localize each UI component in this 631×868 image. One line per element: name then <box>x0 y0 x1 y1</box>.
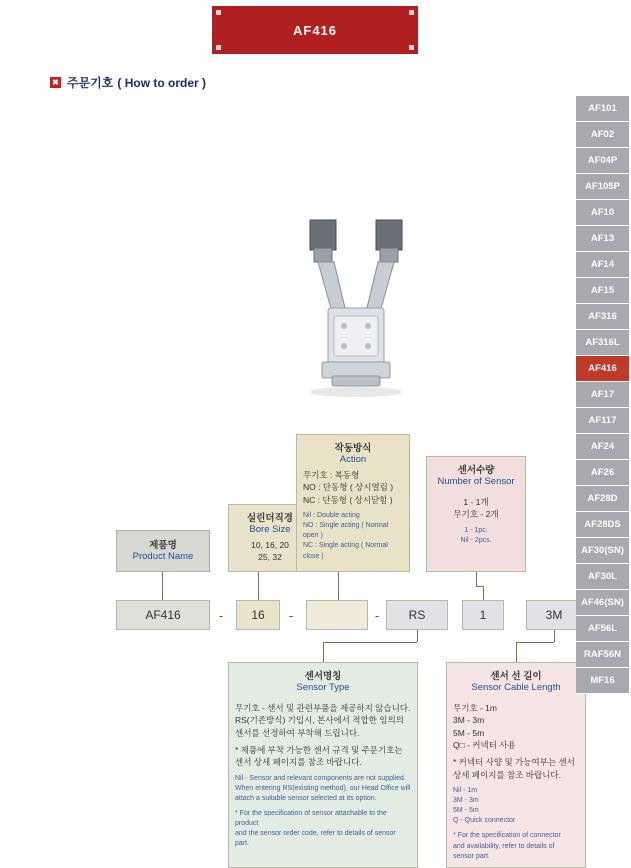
order-code-cell-product[interactable]: AF416 <box>116 600 210 630</box>
action-kr-line-3: NC : 단동형 ( 상시닫힘 ) <box>303 494 393 505</box>
box-product-name <box>116 530 210 572</box>
banner-corner-dot <box>216 10 221 15</box>
order-code-cell-sensor-type[interactable]: RS <box>386 600 448 630</box>
sidebar-item-af46-sn-[interactable] <box>576 590 629 616</box>
sidebar-item-af04p[interactable] <box>576 148 629 174</box>
cable-en-note-3: sensor part. <box>453 852 490 860</box>
sidebar-item-label: AF02 <box>590 129 615 140</box>
sidebar-item-label: AF15 <box>590 285 615 296</box>
number-of-sensor-en-line-1: 1 - 1pc. <box>464 526 488 534</box>
connector-nsensor-v2 <box>483 586 484 600</box>
page-title: AF416 <box>292 22 338 38</box>
connector-product-name <box>162 572 163 600</box>
how-to-order-panel <box>38 96 575 860</box>
order-code-cell-number-of-sensor[interactable]: 1 <box>462 600 504 630</box>
sidebar-item-label: AF17 <box>590 389 615 400</box>
sidebar-item-label: AF26 <box>590 467 615 478</box>
connector-nsensor-h <box>476 586 483 587</box>
cable-title-kr: 센서 선 길이 <box>490 671 542 682</box>
sidebar-item-label: AF30L <box>587 571 618 582</box>
sensor-type-en-line-3: attach a suitable sensor selected at its option. <box>235 794 377 802</box>
connector-sensortype-v2 <box>323 642 324 662</box>
connector-bore-size <box>258 572 259 600</box>
sidebar-item-label: AF316 <box>588 311 617 322</box>
sidebar-item-af28ds[interactable] <box>576 512 629 538</box>
sidebar-item-af117[interactable] <box>576 408 629 434</box>
sidebar-item-label: AF117 <box>588 415 617 426</box>
sidebar-item-label: AF24 <box>590 441 615 452</box>
sidebar-item-label: AF04P <box>587 155 618 166</box>
sidebar-item-raf56n[interactable] <box>576 642 629 668</box>
sensor-type-kr-note-1: * 제품에 부착 가능한 센서 규격 및 주문기호는 <box>235 744 403 755</box>
sensor-type-kr-line-3: 센서를 선정하여 부착해 드립니다. <box>235 727 360 738</box>
order-code-cell-bore[interactable]: 16 <box>236 600 280 630</box>
section-title-en: ( How to order ) <box>117 75 207 90</box>
connector-action-v1 <box>338 572 339 586</box>
sidebar-item-af30l[interactable] <box>576 564 629 590</box>
order-code-separator-3: - <box>374 608 380 623</box>
number-of-sensor-title-en: Number of Sensor <box>437 476 515 487</box>
cable-kr-note-1: * 커넥터 사양 및 가능여부는 센서 <box>453 757 575 768</box>
sidebar-item-af24[interactable] <box>576 434 629 460</box>
sidebar-item-af14[interactable] <box>576 252 629 278</box>
section-marker-icon: ✖ <box>50 77 61 88</box>
sidebar-item-label: AF105P <box>585 181 620 192</box>
connector-cable-h <box>516 642 554 643</box>
order-code-separator-2: - <box>288 608 294 623</box>
sidebar-item-label: AF416 <box>588 363 617 374</box>
connector-nsensor-v1 <box>476 572 477 586</box>
cable-kr-line-1: 무기호 - 1m <box>453 703 497 713</box>
sidebar-item-af416[interactable] <box>576 356 629 382</box>
order-code-separator-1: - <box>218 608 224 623</box>
sidebar-item-af17[interactable] <box>576 382 629 408</box>
bore-size-line-2: 25, 32 <box>258 552 282 563</box>
product-name-title-en: Product Name <box>132 550 194 562</box>
action-en-line-3: NC : Single acting ( Normal close ) <box>303 542 388 560</box>
box-sensor-cable-length <box>446 662 586 868</box>
banner-corner-dot <box>216 45 221 50</box>
bore-size-title-kr: 실린더직경 <box>247 513 293 524</box>
bore-size-line-1: 10, 16, 20 <box>251 540 289 550</box>
sidebar-item-af101[interactable] <box>576 96 629 122</box>
sidebar-item-af13[interactable] <box>576 226 629 252</box>
section-header <box>50 74 206 91</box>
sidebar-item-label: AF28D <box>587 493 618 504</box>
sidebar-item-label: AF30(SN) <box>581 545 624 556</box>
sidebar-item-label: AF316L <box>585 337 620 348</box>
box-action <box>296 434 410 572</box>
sensor-type-kr-line-1: 무기호 - 센서 및 관련부품을 제공하지 않습니다. <box>235 703 411 713</box>
connector-cable-v1 <box>554 630 555 642</box>
number-of-sensor-kr-line-2: 무기호 - 2개 <box>453 509 499 520</box>
order-code-cell-action[interactable] <box>306 600 368 630</box>
sidebar-item-af56l[interactable] <box>576 616 629 642</box>
sensor-type-en-note-2: and the sensor order code, refer to details of sensor part. <box>235 830 396 848</box>
sidebar-item-label: AF56L <box>587 623 618 634</box>
sidebar-item-mf16[interactable] <box>576 668 629 694</box>
sidebar-item-af10[interactable] <box>576 200 629 226</box>
sensor-type-en-line-1: Nil - Sensor and relevant components are not supplied. <box>235 774 406 782</box>
sidebar-item-label: MF16 <box>590 675 615 686</box>
action-en-line-2: NO : Single acting ( Normal open ) <box>303 522 389 540</box>
sidebar-item-af316l[interactable] <box>576 330 629 356</box>
connector-sensortype-h <box>323 642 417 643</box>
product-drawing <box>288 216 428 401</box>
cable-en-line-2: 3M - 3m <box>453 797 479 805</box>
gripper-illustration-svg <box>288 216 428 401</box>
sidebar-item-af105p[interactable] <box>576 174 629 200</box>
cable-en-line-3: 5M - 5m <box>453 807 479 815</box>
sensor-type-kr-note-2: 센서 상세 페이지를 참조 바랍니다. <box>235 757 362 768</box>
sidebar-item-af15[interactable] <box>576 278 629 304</box>
action-en-line-1: Nil : Double acting <box>303 511 360 519</box>
cable-kr-line-3: 5M - 5m <box>453 727 485 738</box>
action-kr-line-2: NO : 단동형 ( 상시열림 ) <box>303 482 394 493</box>
cable-kr-line-4: Q□ - 커넥터 사용 <box>453 739 516 750</box>
sidebar-item-label: AF10 <box>590 207 615 218</box>
sidebar-item-label: AF46(SN) <box>581 597 624 608</box>
sidebar-item-af30-sn-[interactable] <box>576 538 629 564</box>
sensor-type-en-line-2: When entering RS(existing method), our Head Office will <box>235 784 411 792</box>
order-code-cell-cable-length[interactable]: 3M <box>526 600 582 630</box>
cable-kr-line-2: 3M - 3m <box>453 715 485 726</box>
sensor-type-title-en: Sensor Type <box>296 682 350 693</box>
section-title-kr: 주문기호 <box>67 76 114 90</box>
action-title-kr: 작동방식 <box>334 443 372 454</box>
sensor-type-title-kr: 센서명칭 <box>304 671 342 682</box>
sensor-type-kr-line-2: RS(기존방식) 기입시, 본사에서 적합한 임의의 <box>235 715 404 726</box>
connector-sensortype-v1 <box>417 630 418 642</box>
cable-en-note-2: and availability, refer to details of <box>453 842 555 850</box>
page-title-banner <box>212 6 418 54</box>
sidebar-item-af28d[interactable] <box>576 486 629 512</box>
bore-size-title-en: Bore Size <box>249 524 291 535</box>
box-sensor-type <box>228 662 418 868</box>
model-sidebar <box>576 96 629 694</box>
sensor-type-en-note-1: * For the specification of sensor attachable to the product <box>235 809 387 828</box>
sidebar-item-label: RAF56N <box>584 649 621 660</box>
cable-en-note-1: * For the specification of connector <box>453 832 561 840</box>
connector-cable-v2 <box>516 642 517 662</box>
cable-en-line-1: Nil - 1m <box>453 786 478 794</box>
number-of-sensor-title-kr: 센서수량 <box>457 465 495 476</box>
cable-kr-note-2: 상세 페이지를 참조 바랍니다. <box>453 769 561 780</box>
banner-corner-dot <box>409 45 414 50</box>
cable-title-en: Sensor Cable Length <box>471 682 561 693</box>
sidebar-item-label: AF101 <box>588 103 617 114</box>
sidebar-item-label: AF13 <box>590 233 615 244</box>
cable-en-line-4: Q - Quick connector <box>453 817 516 825</box>
sidebar-item-af26[interactable] <box>576 460 629 486</box>
sidebar-item-label: AF28DS <box>584 519 621 530</box>
product-name-title-kr: 제품명 <box>149 539 177 551</box>
sidebar-item-label: AF14 <box>590 259 615 270</box>
number-of-sensor-en-line-2: Nil - 2pcs. <box>460 536 492 544</box>
sidebar-item-af316[interactable] <box>576 304 629 330</box>
connector-action-v2 <box>338 586 339 600</box>
sidebar-item-af02[interactable] <box>576 122 629 148</box>
number-of-sensor-kr-line-1: 1 - 1개 <box>463 497 489 507</box>
action-kr-line-1: 무기호 : 복동형 <box>303 470 360 480</box>
box-number-of-sensor <box>426 456 526 572</box>
banner-corner-dot <box>409 10 414 15</box>
action-title-en: Action <box>339 454 367 465</box>
